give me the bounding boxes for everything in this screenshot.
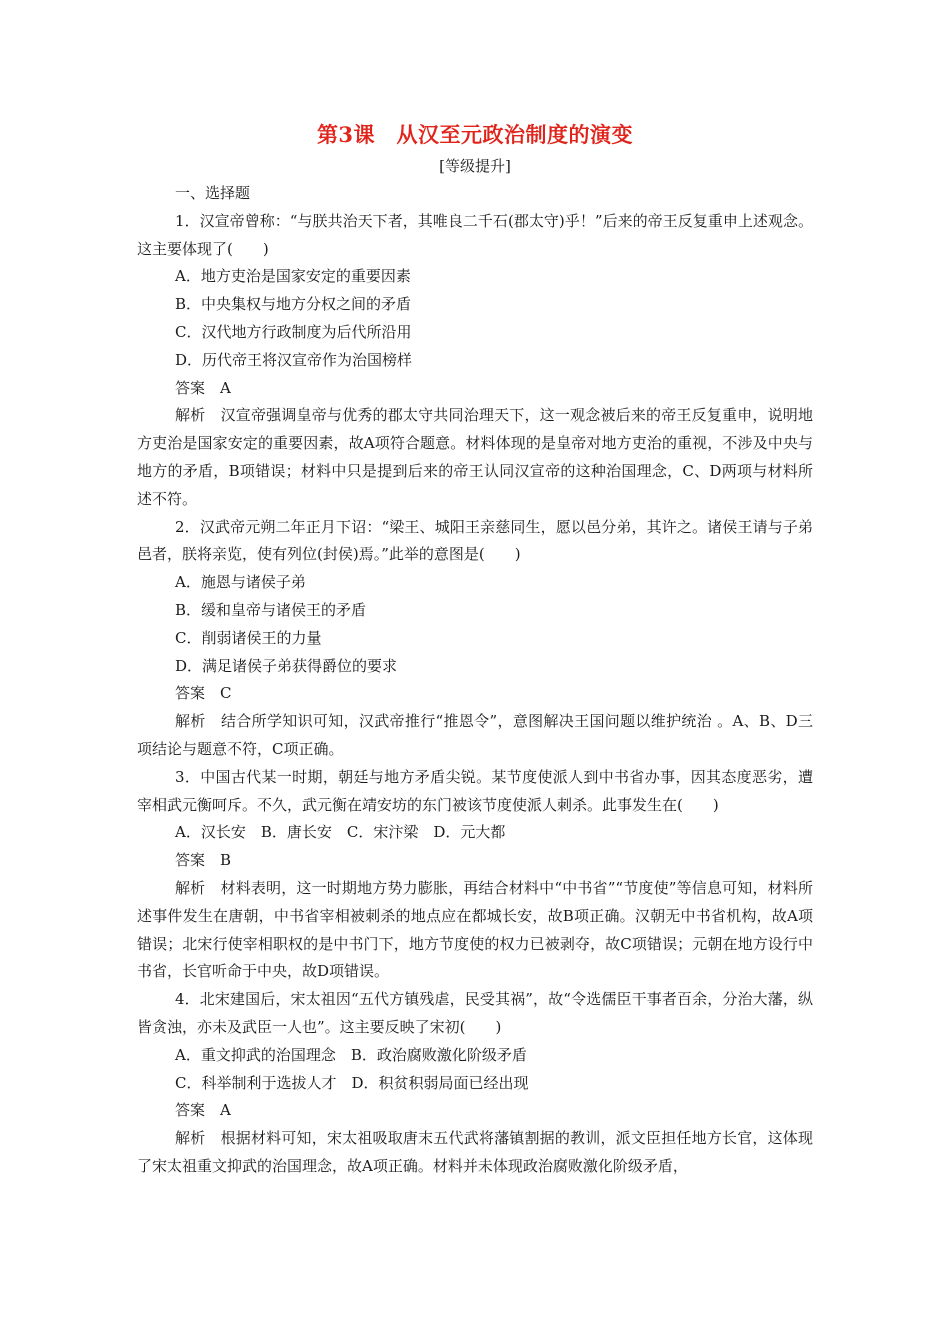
question-option: A．汉长安 B．唐长安 C．宋汴梁 D．元大都 <box>175 823 506 842</box>
question-2 <box>137 514 813 764</box>
question-answer: 答案 B <box>175 851 232 870</box>
question-option: C．科举制利于选拔人才 D．积贫积弱局面已经出现 <box>175 1073 529 1092</box>
question-analysis: 解析 结合所学知识可知，汉武帝推行“推恩令”，意图解决王国问题以维护统治 。A、B、D三项结论与题意不符，C项正确。 <box>137 712 813 758</box>
question-3 <box>137 764 813 986</box>
question-option: C．削弱诸侯王的力量 <box>175 628 322 647</box>
question-answer: 答案 C <box>175 684 232 703</box>
question-analysis: 解析 材料表明，这一时期地方势力膨胀，再结合材料中“中书省”“节度使”等信息可知，材料所述事件发生在唐朝，中书省宰相被刺杀的地点应在都城长安，故B项正确。汉朝无中书省机构，故A项错误；北宋行使宰相职权的是中书门下，地方节度使的权力已被剥夺，故C项错误；元朝在地方设行中书省，长官听命于中央，故D项错误。 <box>137 878 813 981</box>
question-option: B．中央集权与地方分权之间的矛盾 <box>175 295 412 314</box>
lesson-title: 第3课 从汉至元政治制度的演变 <box>316 122 634 147</box>
question-analysis: 解析 汉宣帝强调皇帝与优秀的郡太守共同治理天下，这一观念被后来的帝王反复重申，说明地方吏治是国家安定的重要因素，故A项符合题意。材料体现的是皇帝对地方吏治的重视，不涉及中央与地方的矛盾，B项错误；材料中只是提到后来的帝王认同汉宣帝的这种治国理念，C、D两项与材料所述不符。 <box>137 406 813 508</box>
question-option: D．历代帝王将汉宣帝作为治国榜样 <box>175 350 413 369</box>
question-option: A．重文抑武的治国理念 B．政治腐败激化阶级矛盾 <box>175 1045 527 1064</box>
question-option: A．地方吏治是国家安定的重要因素 <box>175 267 411 286</box>
question-1 <box>137 208 813 514</box>
question-4 <box>137 986 813 1181</box>
question-option: B．缓和皇帝与诸侯王的矛盾 <box>175 600 367 619</box>
question-option: C．汉代地方行政制度为后代所沿用 <box>175 322 412 341</box>
question-stem: 4．北宋建国后，宋太祖因“五代方镇残虐，民受其祸”，故“令选儒臣干事者百余，分治大藩，纵皆贪浊，亦未及武臣一人也”。这主要反映了宋初( ) <box>137 990 813 1036</box>
question-stem: 2．汉武帝元朔二年正月下诏：“梁王、城阳王亲慈同生，愿以邑分弟，其许之。诸侯王请与子弟邑者，朕将亲览，使有列位(封侯)焉。”此举的意图是( ) <box>137 517 813 564</box>
question-answer: 答案 A <box>175 378 231 397</box>
question-analysis: 解析 根据材料可知，宋太祖吸取唐末五代武将藩镇割据的教训，派文臣担任地方长官，这体现了宋太祖重文抑武的治国理念，故A项正确。材料并未体现政治腐败激化阶级矛盾， <box>137 1129 813 1175</box>
question-stem: 3．中国古代某一时期，朝廷与地方矛盾尖锐。某节度使派人到中书省办事，因其态度恶劣，遭宰相武元衡呵斥。不久，武元衡在靖安坊的东门被该节度使派人刺杀。此事发生在( ) <box>137 767 813 814</box>
question-option: D．满足诸侯子弟获得爵位的要求 <box>175 656 398 675</box>
question-answer: 答案 A <box>175 1101 231 1120</box>
document-page <box>137 118 813 1181</box>
section-heading: 一、选择题 <box>175 184 251 202</box>
level-subtitle: [等级提升] <box>439 157 511 175</box>
question-option: A．施恩与诸侯子弟 <box>175 573 306 592</box>
question-stem: 1．汉宣帝曾称：“与朕共治天下者，其唯良二千石(郡太守)乎！”后来的帝王反复重申上述观念。这主要体现了( ) <box>137 211 813 258</box>
